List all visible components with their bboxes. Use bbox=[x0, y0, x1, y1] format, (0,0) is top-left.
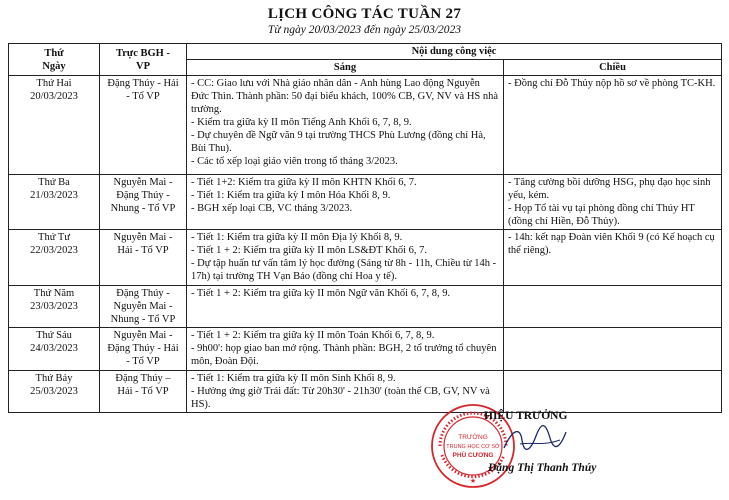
morning-task-item: - Tiết 1 + 2: Kiểm tra giữa kỳ II môn LS&ĐT Khối 6, 7. bbox=[191, 245, 427, 256]
morning-task-item: - Các tổ xếp loại giáo viên trong tổ tháng 3/2023. bbox=[191, 156, 398, 167]
header-day: Thứ Ngày bbox=[9, 44, 100, 76]
schedule-row bbox=[9, 175, 722, 230]
day-cell: Thứ Hai 20/03/2023 bbox=[9, 76, 100, 175]
afternoon-task-item: - Đồng chí Đỗ Thủy nộp hồ sơ về phòng TC-KH. bbox=[508, 78, 716, 89]
duty-cell: Nguyễn Mai - Đặng Thúy - Hải - Tổ VP bbox=[100, 328, 187, 371]
morning-task-item: - 9h00': họp giao ban mở rộng. Thành phần: BGH, 2 tổ trưởng tổ chuyên môn, Đoàn Đội. bbox=[191, 343, 497, 367]
morning-task-item: - Tiết 1+2: Kiểm tra giữa kỳ II môn KHTN Khối 6, 7. bbox=[191, 177, 417, 188]
principal-name: Đặng Thị Thanh Thúy bbox=[488, 462, 597, 474]
afternoon-tasks-cell bbox=[504, 76, 722, 175]
afternoon-tasks-cell bbox=[504, 286, 722, 328]
day-cell: Thứ Ba 21/03/2023 bbox=[9, 175, 100, 230]
date-range: Từ ngày 20/03/2023 đến ngày 25/03/2023 bbox=[267, 24, 462, 36]
svg-text:★: ★ bbox=[469, 477, 477, 485]
afternoon-task-item: - 14h: kết nạp Đoàn viên Khối 9 (có Kế hoạch cụ thể riêng). bbox=[508, 232, 715, 256]
morning-tasks-cell bbox=[187, 175, 504, 230]
schedule-row bbox=[9, 76, 722, 175]
schedule-row bbox=[9, 230, 722, 286]
afternoon-tasks-cell bbox=[504, 328, 722, 371]
afternoon-tasks-cell bbox=[504, 230, 722, 286]
morning-task-item: - Dự tập huấn tư vấn tâm lý học đường (Sáng từ 8h - 11h, Chiều từ 14h - 17h) tại trường TH Vạn Bảo (đồng chí Hoa y tế). bbox=[191, 258, 497, 282]
handwritten-signature bbox=[500, 418, 570, 458]
morning-task-item: - Tiết 1 + 2: Kiểm tra giữa kỳ II môn Ngữ văn Khối 6, 7, 8, 9. bbox=[191, 288, 451, 299]
afternoon-task-item: - Họp Tổ tài vụ tại phòng đồng chí Thúy HT (đồng chí Hiền, Đỗ Thủy). bbox=[508, 203, 695, 227]
afternoon-tasks-cell bbox=[504, 371, 722, 413]
header-afternoon: Chiều bbox=[504, 60, 722, 76]
morning-task-item: - Dự chuyên đề Ngữ văn 9 tại trường THCS Phù Lương (đồng chí Hà, Bùi Thu). bbox=[191, 130, 486, 154]
morning-task-item: - CC: Giao lưu với Nhà giáo nhân dân - Anh hùng Lao động Nguyễn Đức Thìn. Thành phần: 50 đại biểu khách, 100% CB, GV, NV và HS nhà trường. bbox=[191, 78, 499, 115]
morning-tasks-cell bbox=[187, 230, 504, 286]
duty-cell: Đặng Thúy - Nguyễn Mai - Nhung - Tổ VP bbox=[100, 286, 187, 328]
afternoon-task-item: - Tăng cường bồi dưỡng HSG, phụ đạo học sinh yếu, kém. bbox=[508, 177, 711, 201]
duty-cell: Nguyễn Mai - Đặng Thúy - Nhung - Tổ VP bbox=[100, 175, 187, 230]
schedule-row bbox=[9, 371, 722, 413]
duty-cell: Đặng Thúy – Hải - Tổ VP bbox=[100, 371, 187, 413]
morning-task-item: - Tiết 1: Kiểm tra giữa kỳ II môn Địa lý Khối 8, 9. bbox=[191, 232, 403, 243]
svg-text:PHÙ CƯƠNG: PHÙ CƯƠNG bbox=[452, 452, 494, 459]
principal-title: HIỆU TRƯỞNG bbox=[484, 410, 568, 422]
header-duty: Trực BGH - VP bbox=[100, 44, 187, 76]
schedule-row bbox=[9, 328, 722, 371]
header-content: Nội dung công việc bbox=[187, 44, 722, 60]
morning-task-item: - BGH xếp loại CB, VC tháng 3/2023. bbox=[191, 203, 353, 214]
morning-task-item: - Tiết 1 + 2: Kiểm tra giữa kỳ II môn Toán Khối 6, 7, 8, 9. bbox=[191, 330, 435, 341]
svg-text:TRƯỜNG: TRƯỜNG bbox=[458, 434, 488, 441]
morning-task-item: - Tiết 1: Kiểm tra giữa kỳ II môn Sinh Khối 8, 9. bbox=[191, 373, 396, 384]
day-cell: Thứ Năm 23/03/2023 bbox=[9, 286, 100, 328]
morning-tasks-cell bbox=[187, 286, 504, 328]
schedule-table bbox=[8, 43, 722, 413]
header-morning: Sáng bbox=[187, 60, 504, 76]
day-cell: Thứ Sáu 24/03/2023 bbox=[9, 328, 100, 371]
duty-cell: Đặng Thúy - Hải - Tổ VP bbox=[100, 76, 187, 175]
morning-task-item: - Hưởng ứng giờ Trái đất: Từ 20h30' - 21h30' (toàn thể CB, GV, NV và HS). bbox=[191, 386, 490, 410]
morning-task-item: - Tiết 1: Kiểm tra giữa kỳ I môn Hóa Khối 8, 9. bbox=[191, 190, 391, 201]
day-cell: Thứ Tư 22/03/2023 bbox=[9, 230, 100, 286]
duty-cell: Nguyễn Mai - Hải - Tổ VP bbox=[100, 230, 187, 286]
morning-tasks-cell bbox=[187, 76, 504, 175]
page-title: LỊCH CÔNG TÁC TUẦN 27 bbox=[267, 6, 462, 22]
afternoon-tasks-cell bbox=[504, 175, 722, 230]
schedule-row bbox=[9, 286, 722, 328]
day-cell: Thứ Bảy 25/03/2023 bbox=[9, 371, 100, 413]
morning-tasks-cell bbox=[187, 328, 504, 371]
svg-text:TRUNG HỌC CƠ SỞ: TRUNG HỌC CƠ SỞ bbox=[446, 444, 500, 450]
morning-task-item: - Kiểm tra giữa kỳ II môn Tiếng Anh Khối 6, 7, 8, 9. bbox=[191, 117, 412, 128]
